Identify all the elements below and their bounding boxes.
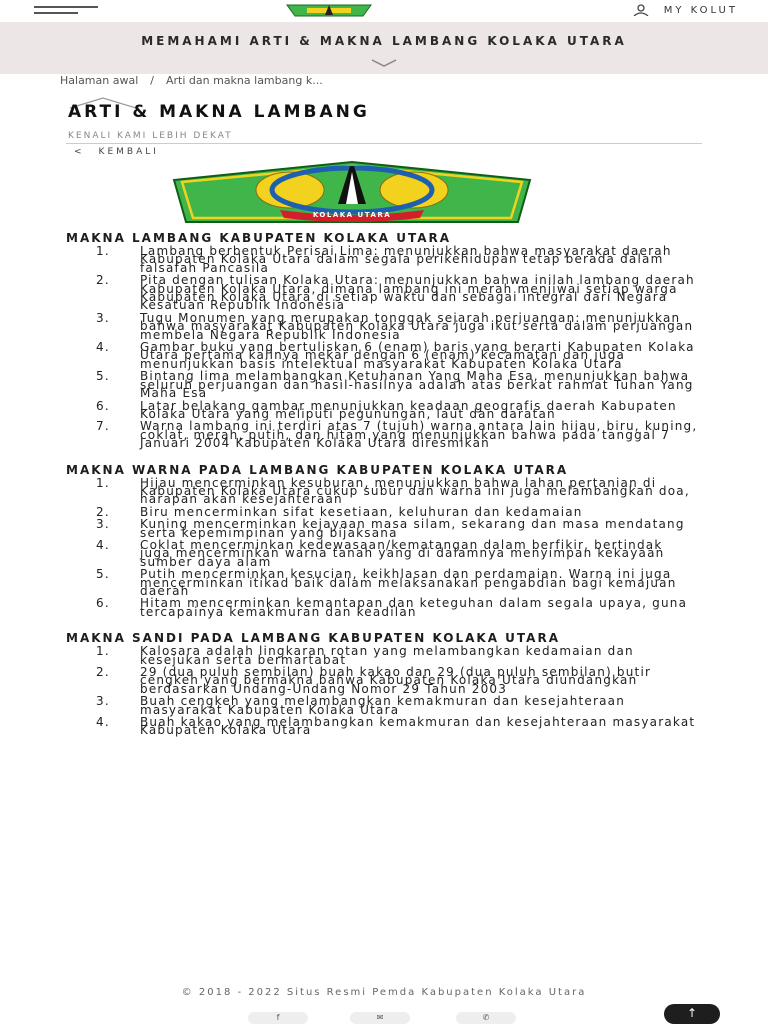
divider <box>66 143 702 144</box>
list-item-text: Hijau mencerminkan kesuburan, menunjukkan bahwa lahan pertanian di Kabupaten Kolaka Utara cukup subur dan warna ini juga melambangkan doa, harapan akan kesejahteraan <box>140 475 690 507</box>
list-item-text: Putih mencerminkan kesucian, keikhlasan dan perdamaian. Warna ini juga mencerminkan itikad baik dalam melaksanakan pengabdian bagi kemajuan daerah <box>140 567 677 598</box>
list-item <box>66 694 698 717</box>
list-item-text: Pita dengan tulisan Kolaka Utara: menunjukkan bahwa inilah lambang daerah Kabupaten Kolaka Utara, dimana lambang ini merah menjiwai setiap warga Kabupaten Kolaka Utara di setiap waktu dan sebagai integral dari Negara Kesatuan Republik Indonesia <box>140 273 695 313</box>
list-item-text: Latar belakang gambar menunjukkan keadaan geografis daerah Kabupaten Kolaka Utara yang meliputi pegunungan, laut dan daratan <box>140 398 677 421</box>
list-item <box>66 537 698 569</box>
top-bar <box>0 0 768 22</box>
list-item-number: 4. <box>96 537 110 552</box>
list-item <box>66 273 698 313</box>
list-item-number: 2. <box>96 504 110 519</box>
menu-icon[interactable] <box>34 6 98 16</box>
list-item <box>66 715 698 738</box>
content-section <box>66 231 698 451</box>
list-item-number: 3. <box>96 694 110 709</box>
chat-icon[interactable] <box>456 1012 516 1024</box>
list-item-text: Hitam mencerminkan kemantapan dan keteguhan dalam segala upaya, guna tercapainya kemakmuran dan keadilan <box>140 596 688 619</box>
list-item-number: 6. <box>96 596 110 611</box>
list-item-number: 5. <box>96 567 110 582</box>
content-section <box>66 631 698 738</box>
list-item <box>66 567 698 598</box>
list-item <box>66 665 698 696</box>
back-label: KEMBALI <box>98 147 159 157</box>
mail-glyph: ✉ <box>376 1013 384 1022</box>
list-item <box>66 596 698 619</box>
chevron-left-icon: < <box>74 147 85 157</box>
list-item <box>66 419 698 451</box>
list-item-number: 2. <box>96 665 110 680</box>
list-item <box>66 517 698 540</box>
section-title: MAKNA SANDI PADA LAMBANG KABUPATEN KOLAKA UTARA <box>66 631 560 646</box>
mail-icon[interactable] <box>350 1012 410 1024</box>
list-item-text: Tugu Monumen yang merupakan tonggak sejarah perjuangan: menunjukkan bahwa masyarakat Kabupaten Kolaka Utara juga ikut serta dalam perjuangan membela Negara Republik Indonesia <box>140 310 694 342</box>
list-item-number: 1. <box>96 475 110 490</box>
page-banner <box>0 22 768 74</box>
list-item-number: 1. <box>96 244 110 258</box>
list-item-number: 1. <box>96 644 110 659</box>
list-item <box>66 310 698 342</box>
social-links <box>0 1012 768 1024</box>
facebook-glyph: f <box>276 1013 280 1022</box>
list-item <box>66 340 698 371</box>
site-logo[interactable] <box>283 2 375 18</box>
section-title: MAKNA WARNA PADA LAMBANG KABUPATEN KOLAKA UTARA <box>66 462 569 477</box>
list-item-text: Lambang berbentuk Perisai Lima: menunjukkan bahwa masyarakat daerah Kabupaten Kolaka Utara dalam segala perikehidupan tetap berada dalam falsafah Pancasila <box>140 244 672 275</box>
content-section <box>66 462 698 619</box>
list-item <box>66 244 698 275</box>
list-item <box>66 369 698 401</box>
banner-title: MEMAHAMI ARTI & MAKNA LAMBANG KOLAKA UTARA <box>141 34 627 48</box>
list-item-text: Coklat mencerminkan kedewasaan/kematangan dalam berfikir, bertindak juga mencerminkan warna tanah yang di dalamnya menyimpan kekayaan sumber daya alam <box>140 537 665 569</box>
list-item <box>66 504 698 519</box>
list-item-text: Kuning mencerminkan kejayaan masa silam, sekarang dan masa mendatang serta kepemimpinan yang bijaksana <box>140 517 685 540</box>
article-content <box>66 231 698 753</box>
chevron-down-icon[interactable] <box>370 58 398 68</box>
list-item-number: 4. <box>96 715 110 730</box>
list-item-number: 5. <box>96 369 110 384</box>
list-item-text: 29 (dua puluh sembilan) buah kakao dan 29 (dua puluh sembilan) butir cengkeh yang bermakna bahwa Kabupaten Kolaka Utara diundangkan berdasarkan Undang-Undang Nomor 29 Tahun 2003 <box>140 665 652 696</box>
list-item-text: Biru mencerminkan sifat kesetiaan, keluhuran dan kedamaian <box>140 504 583 519</box>
numbered-list <box>66 244 698 451</box>
breadcrumb-home[interactable]: Halaman awal <box>60 74 139 87</box>
list-item-number: 3. <box>96 517 110 532</box>
footer <box>0 987 768 1022</box>
list-item <box>66 398 698 421</box>
emblem-image <box>170 160 534 224</box>
list-item-number: 6. <box>96 398 110 413</box>
list-item-number: 7. <box>96 419 110 434</box>
section-title: MAKNA LAMBANG KABUPATEN KOLAKA UTARA <box>66 231 452 245</box>
list-item <box>66 475 698 507</box>
list-item-number: 3. <box>96 310 110 325</box>
list-item-text: Kalosara adalah lingkaran rotan yang melambangkan kedamaian dan kesejukan serta bermartabat <box>140 644 634 667</box>
chat-glyph: ✆ <box>482 1013 490 1022</box>
breadcrumb <box>60 74 323 87</box>
numbered-list <box>66 644 698 738</box>
page-title: ARTI & MAKNA LAMBANG <box>68 102 370 122</box>
emblem-ribbon-text: KOLAKA UTARA <box>312 211 392 219</box>
list-item-text: Gambar buku yang bertuliskan 6 (enam) baris yang berarti Kabupaten Kolaka Utara pertama kalinya mekar dengan 6 (enam) kecamatan dan juga menunjukkan basis intelektual masyarakat Kabupaten Kolaka Utara <box>140 340 695 371</box>
list-item-text: Buah cengkeh yang melambangkan kemakmuran dan kesejahteraan masyarakat Kabupaten Kolaka Utara <box>140 694 626 717</box>
scroll-top-button[interactable]: ↑ <box>664 1004 720 1024</box>
list-item-text: Bintang lima melambangkan Ketuhanan Yang Maha Esa, menunjukkan bahwa seluruh perjuangan dan hasil-hasilnya adalah atas berkat rahmat Tuhan Yang Maha Esa <box>140 369 694 401</box>
user-icon <box>632 4 650 16</box>
list-item-text: Buah kakao yang melambangkan kemakmuran dan kesejahteraan masyarakat Kabupaten Kolaka Utara <box>140 715 696 738</box>
facebook-icon[interactable] <box>248 1012 308 1024</box>
breadcrumb-current: Arti dan makna lambang k... <box>166 74 323 87</box>
list-item-number: 2. <box>96 273 110 288</box>
footer-copyright: © 2018 - 2022 Situs Resmi Pemda Kabupaten Kolaka Utara <box>181 987 587 998</box>
page-subtitle: KENALI KAMI LEBIH DEKAT <box>68 131 233 141</box>
list-item <box>66 644 698 667</box>
list-item-text: Warna lambang ini terdiri atas 7 (tujuh) warna antara lain hijau, biru, kuning, coklat, merah, putih, dan hitam yang menunjukkan bahwa pada tanggal 7 Januari 2004 Kabupaten Kolaka Utara diresmikan <box>140 419 698 451</box>
list-item-number: 4. <box>96 340 110 355</box>
numbered-list <box>66 475 698 619</box>
my-kolut-link[interactable] <box>632 4 738 16</box>
back-button[interactable] <box>74 147 159 157</box>
my-kolut-label: MY KOLUT <box>663 4 738 16</box>
breadcrumb-separator: / <box>150 74 154 87</box>
